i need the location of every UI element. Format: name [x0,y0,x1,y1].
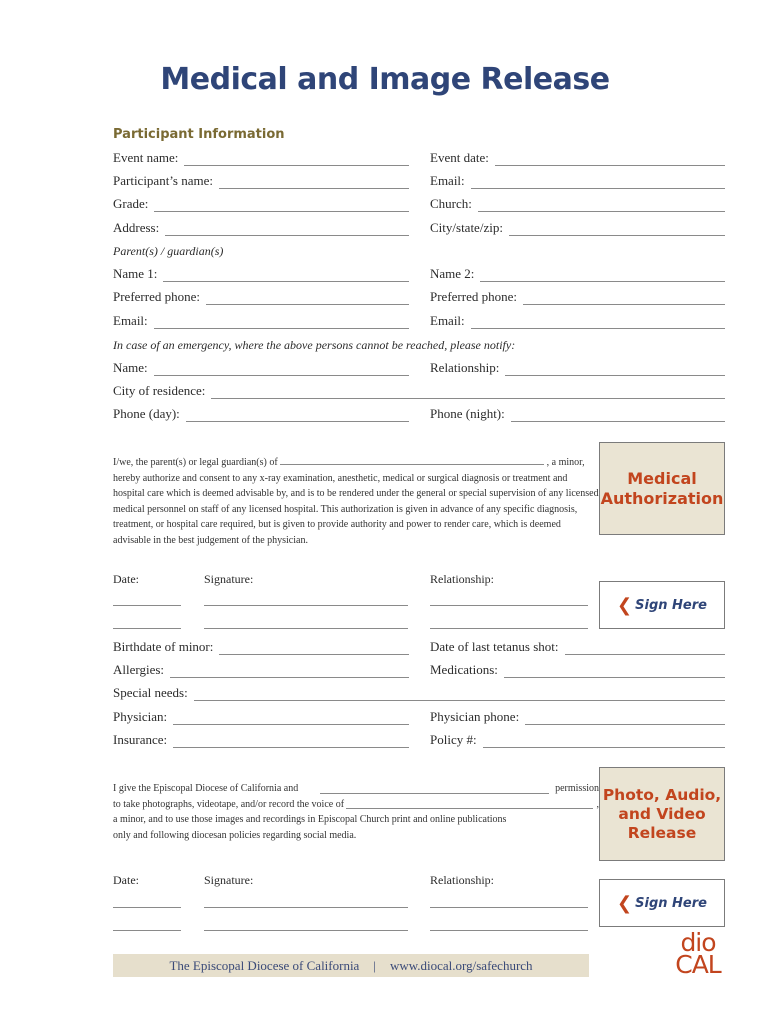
name2-line[interactable] [480,269,725,282]
photo-release-box [596,767,725,861]
medical-box-line1: Medical [627,468,697,488]
preferred-phone-1-label: Preferred phone: [113,289,200,304]
phone-day-field[interactable] [113,404,409,422]
photo-date-line-2[interactable] [113,929,181,931]
page-title: Medical and Image Release [160,62,610,97]
participant-name-field[interactable] [113,171,409,189]
guardian-email-1-field[interactable] [113,311,409,329]
medical-date-line-1[interactable] [113,604,181,606]
phone-night-label: Phone (night): [430,406,505,421]
name2-field[interactable] [430,264,725,282]
birthdate-label: Birthdate of minor: [113,639,214,654]
medical-box-line2: Authorization [600,488,724,508]
event-name-line[interactable] [184,153,409,166]
minor-name-photo-line[interactable] [346,800,592,809]
physician-label: Physician: [113,709,168,724]
event-name-label: Event name: [113,150,179,165]
chevron-left-icon: ❮ [617,594,633,616]
city-of-residence-line[interactable] [211,386,725,399]
address-field[interactable] [113,218,409,236]
medical-authorization-box [599,442,725,535]
tetanus-line[interactable] [565,642,725,655]
organization-name-line[interactable] [320,785,549,794]
emergency-relationship-label: Relationship: [430,360,500,375]
event-date-line[interactable] [495,153,725,166]
medications-line[interactable] [504,665,725,678]
preferred-phone-2-label: Preferred phone: [430,289,517,304]
medical-para-rest: a minor, hereby authorize and consent to any x-ray examination, anesthetic, medical or surgical diagnosis or treatment and hospital care which is deemed advisable by, and is to be rendered under the general or special supervision of any licensed medical personnel on staff of any licensed hospital. This authorization is given in advance of any specific diagnosis, treatment, or hospital care required, but is given to provide authority and power to render care, which is deemed advisable in the best judgement of the physician. [113,457,599,546]
medications-label: Medications: [430,662,498,677]
emergency-name-field[interactable] [113,358,409,376]
church-field[interactable] [430,194,725,212]
phone-day-label: Phone (day): [113,406,180,421]
participant-name-label: Participant’s name: [113,173,214,188]
physician-phone-field[interactable] [430,707,725,725]
medical-authorization-text [113,455,599,549]
photo-box-line1: Photo, Audio, [602,785,722,804]
sign-here-label: Sign Here [635,895,707,911]
city-state-zip-field[interactable] [430,218,725,236]
name1-field[interactable] [113,264,409,282]
church-line[interactable] [478,199,725,212]
footer-bar [113,954,589,977]
tetanus-label: Date of last tetanus shot: [430,639,559,654]
birthdate-field[interactable] [113,637,409,655]
photo-release-text [113,781,599,843]
physician-field[interactable] [113,707,409,725]
phone-night-field[interactable] [430,404,725,422]
name1-label: Name 1: [113,266,158,281]
allergies-field[interactable] [113,660,409,678]
photo-signature-label: Signature: [204,873,254,887]
emergency-heading: In case of an emergency, where the above persons cannot be reached, please notify: [113,338,516,352]
photo-relationship-line-1[interactable] [430,906,588,908]
photo-line1-start: I give the Episcopal Diocese of California and [113,783,299,794]
medical-date-label: Date: [113,572,139,586]
medical-relationship-line-1[interactable] [430,604,588,606]
participant-name-line[interactable] [219,176,409,189]
physician-phone-label: Physician phone: [430,709,520,724]
emergency-relationship-field[interactable] [430,358,725,376]
name1-line[interactable] [163,269,409,282]
special-needs-line[interactable] [194,688,725,701]
guardian-email-2-field[interactable] [430,311,725,329]
photo-date-label: Date: [113,873,139,887]
phone-day-line[interactable] [186,409,409,422]
medications-field[interactable] [430,660,725,678]
sign-here-button-medical[interactable] [599,581,725,629]
insurance-line[interactable] [173,735,409,748]
insurance-label: Insurance: [113,732,168,747]
photo-relationship-line-2[interactable] [430,929,588,931]
emergency-name-label: Name: [113,360,148,375]
logo-line1: dio [680,928,716,957]
sign-here-label: Sign Here [635,597,707,613]
photo-line3: a minor, and to use those images and recordings in Episcopal Church print and online publications [113,814,507,826]
emergency-relationship-line[interactable] [505,363,725,376]
address-line[interactable] [165,223,409,236]
medical-signature-label: Signature: [204,572,254,586]
section-title-participant: Participant Information [113,127,285,142]
medical-signature-line-1[interactable] [204,604,408,606]
photo-box-line3: Release [627,823,697,842]
photo-line2-end: , [596,798,599,810]
medical-date-line-2[interactable] [113,627,181,629]
church-label: Church: [430,196,472,211]
email-label: Email: [430,173,465,188]
footer-separator: | [373,957,376,973]
photo-signature-line-1[interactable] [204,906,408,908]
medical-para-comma: , [546,457,550,468]
chevron-left-icon: ❮ [617,892,633,914]
medical-signature-line-2[interactable] [204,627,408,629]
photo-signature-line-2[interactable] [204,929,408,931]
physician-line[interactable] [173,712,409,725]
event-date-field[interactable] [430,148,725,166]
city-of-residence-field[interactable] [113,381,725,399]
event-date-label: Event date: [430,150,489,165]
photo-relationship-label: Relationship: [430,873,494,887]
grade-line[interactable] [154,199,409,212]
allergies-line[interactable] [170,665,409,678]
footer-url[interactable]: www.diocal.org/safechurch [389,957,533,973]
photo-line2-start: to take photographs, videotape, and/or record the voice of [113,798,345,810]
logo-line2: CAL [675,950,721,979]
email-field[interactable] [430,171,725,189]
email-line[interactable] [471,176,725,189]
photo-box-line2: and Video [618,804,706,823]
sign-here-button-photo[interactable] [599,879,725,927]
diocal-logo [672,928,724,979]
medical-relationship-label: Relationship: [430,572,494,586]
preferred-phone-1-line[interactable] [206,292,409,305]
physician-phone-line[interactable] [525,712,725,725]
footer-org: The Episcopal Diocese of California [169,957,360,973]
photo-date-line-1[interactable] [113,906,181,908]
guardian-email-2-line[interactable] [471,316,725,329]
guardians-heading: Parent(s) / guardian(s) [113,244,224,258]
city-state-zip-line[interactable] [509,223,725,236]
city-state-zip-label: City/state/zip: [430,220,503,235]
emergency-name-line[interactable] [154,363,409,376]
event-name-field[interactable] [113,148,409,166]
guardian-email-1-label: Email: [113,313,148,328]
phone-night-line[interactable] [511,409,725,422]
medical-relationship-line-2[interactable] [430,627,588,629]
policy-line[interactable] [483,735,725,748]
grade-label: Grade: [113,196,149,211]
birthdate-line[interactable] [219,642,409,655]
allergies-label: Allergies: [113,662,165,677]
photo-line1-end: permission [555,783,599,794]
guardian-email-2-label: Email: [430,313,465,328]
preferred-phone-1-field[interactable] [113,287,409,305]
tetanus-field[interactable] [430,637,725,655]
policy-field[interactable] [430,730,725,748]
insurance-field[interactable] [113,730,409,748]
guardian-email-1-line[interactable] [154,316,409,329]
preferred-phone-2-line[interactable] [523,292,725,305]
minor-name-line[interactable] [280,456,544,465]
special-needs-label: Special needs: [113,685,188,700]
policy-label: Policy #: [430,732,477,747]
city-of-residence-label: City of residence: [113,383,206,398]
grade-field[interactable] [113,194,409,212]
photo-line4: only and following diocesan policies regarding social media. [113,829,357,841]
special-needs-field[interactable] [113,683,725,701]
address-label: Address: [113,220,160,235]
preferred-phone-2-field[interactable] [430,287,725,305]
name2-label: Name 2: [430,266,475,281]
medical-para-start: I/we, the parent(s) or legal guardian(s) of [113,457,278,468]
